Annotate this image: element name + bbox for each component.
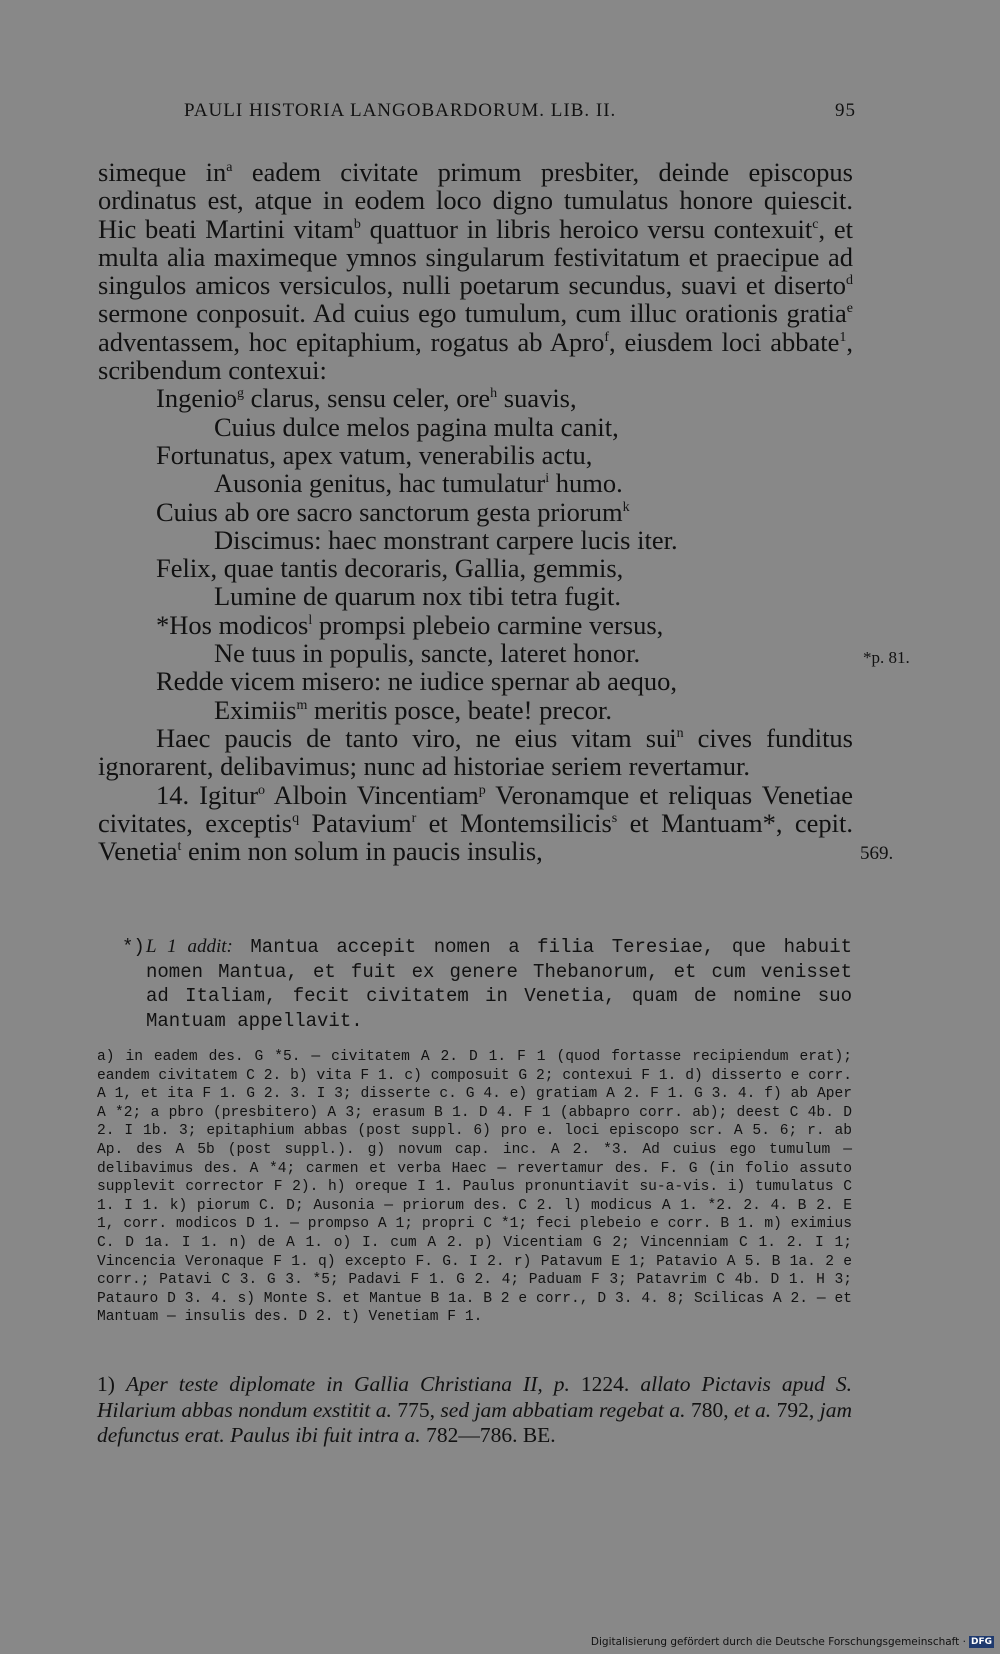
main-text [98,158,853,865]
verse-line: Eximiis$^m$ meritis posce, beate! precor. [214,694,612,725]
verse-line: Discimus: haec monstrant carpere lucis iter. [214,524,678,555]
text-run: , eiusdem loci abbate [609,326,840,357]
margin-year: 569. [860,843,894,864]
footnote-ref: 1 [839,329,847,345]
verse-line: Felix, quae tantis decoraris, Gallia, gemmis, [156,553,624,584]
note-ref: b [353,216,361,232]
verse-line: Cuius ab ore sacro sanctorum gesta priorum$^k$ [156,496,630,527]
text-run: adventassem, hoc epitaphium, rogatus ab Apro [98,326,605,357]
paragraph-2: Haec paucis de tanto viro, ne eius vitam sui$^n$ cives funditus ignorarent, delibavimus; nunc ad historiae seriem revertamur. [98,722,853,782]
epitaph-verse [98,384,853,724]
text-run: quattuor in libris heroico versu contexuit [360,213,813,244]
verse-line: Fortunatus, apex vatum, venerabilis actu, [156,439,593,470]
asterisk-note-text: L 1 addit: Mantua accepit nomen a filia Teresiae, que habuit nomen Mantua, et fuit ex genere Thebanorum, et cum venisset ad Italiam, fecit civitatem in Venetia, quam de nomine suo Mantuam appellavit. [146,936,853,1032]
footnote-1: 1) Aper teste diplomate in Gallia Christiana II, p. 1224. allato Pictavis apud S. Hilarium abbas nondum exstitit a. 775, sed jam abbatiam regebat a. 780, et a. 792, jam defunctus erat. Paulus ibi fuit intra a. 782—786. BE. [97,1372,853,1447]
text-run: eadem civitate primum presbiter, deinde episcopus ordinatus est, atque in eodem loco digno tumulatus honore quiescit. Hic beati Martini vitam [98,157,853,244]
paragraph-14: 14. Igitur$^o$ Alboin Vincentiam$^p$ Veronamque et reliquas Venetiae civitates, exceptis$^q$ Patavium$^r$ et Montemsilicis$^s$ et Mantuam*, cepit. Venetia$^t$ enim non solum in paucis insulis, [98,779,854,867]
page-number: 95 [835,100,856,121]
note-ref: d [846,273,853,289]
text-run: , et multa alia maximeque ymnos singularum festivitatum et praecipue ad singulos amicos versiculos, nulli poetarum secundus, suavi et diserto [98,213,854,301]
text-run: simeque in [98,157,227,187]
note-ref: a [226,160,233,175]
paragraph-1 [98,158,853,384]
note-ref: c [812,216,819,232]
asterisk-note [122,935,852,1033]
apparatus-text: a) in eadem des. G *5. — civitatem A 2. D 1. F 1 (quod fortasse recipiendum erat); eandem civitatem C 2. b) vita F 1. c) composuit G 2; contexui F 1. d) disserto e corr. A 1, et ita F 1. G 2. 3. I 3; disserte c. G 4. e) gratiam A 2. F 1. G 3. 4. f) ab Aper A *2; a pbro (presbitero) A 3; erasum B 1. D 4. F 1 (abbapro corr. ab); deest C 4b. D 2. I 1b. 3; epitaphium abbas (post suppl. 6) pro e. loci episcopo scr. A 5. 6; r. ab Ap. des A 5b (post suppl.). g) novum cap. inc. A 2. *3. Ad cuius ego tumulum — delibavimus des. A *4; carmen et verba Haec — revertamur des. F. G (in folio assuto supplevit corrector F 2). h) oreque I 1. Paulus pronuntiavit su-a-vis. i) tumulatus C 1. I 1. k) piorum C. D; Ausonia — priorum des. C 2. l) modicus A 1. *2. 2. 4. B 2. E 1, corr. modicos D 1. — prompso A 1; propri C *1; feci plebeio e corr. B 1. m) eximius C. D 1a. I 1. n) de A 1. o) I. cum A 2. p) Vicentiam G 2; Vincenniam C 1. 2. I 1; Vincencia Veronaque F 1. q) excepto F. G. I 2. r) Patavum E 1; Patavio A 5. B 1a. 2 e corr.; Patavi C 3. G 3. *5; Padavi F 1. G 2. 4; Paduam F 3; Patavrim C 4b. D 1. H 3; Patauro D 3. 4. s) Monte S. et Mantue B 1a. B 2 e corr., D 3. 4. 8; Scilicas A 2. — et Mantuam — insulis des. D 2. t) Venetiam F 1. [97,1049,852,1326]
verse-line: Redde vicem misero: ne iudice spernar ab aequo, [156,666,677,697]
margin-page-reference: *p. 81. [863,648,910,667]
note-ref: e [846,301,853,317]
dfg-logo: DFG [970,1637,992,1647]
verse-line: *Hos modicos$^l$ prompsi plebeio carmine versus, [156,609,664,640]
verse-line: Ausonia genitus, hac tumulatur$^i$ humo. [214,468,623,499]
text-run: , scribendum contexui: [98,326,853,386]
verse-line: Ingenio$^g$ clarus, sensu celer, ore$^h$ suavis, [156,383,577,414]
asterisk-mark: *) [122,936,145,958]
verse-line: Ne tuus in populis, sancte, lateret honor. [214,638,641,669]
text-run: sermone conposuit. Ad cuius ego tumulum, cum illuc orationis gratia [98,298,847,329]
verse-line: Cuius dulce melos pagina multa canit, [214,411,619,442]
verse-line: Lumine de quarum nox tibi tetra fugit. [214,581,621,612]
credit-text: Digitalisierung gefördert durch die Deutsche Forschungsgemeinschaft · [590,1636,966,1648]
funding-credit [591,1636,994,1648]
critical-apparatus [97,1048,852,1327]
running-title: PAULI HISTORIA LANGOBARDORUM. LIB. II. [184,100,617,121]
note-ref: f [604,329,610,345]
section-number: 14. [156,779,190,810]
